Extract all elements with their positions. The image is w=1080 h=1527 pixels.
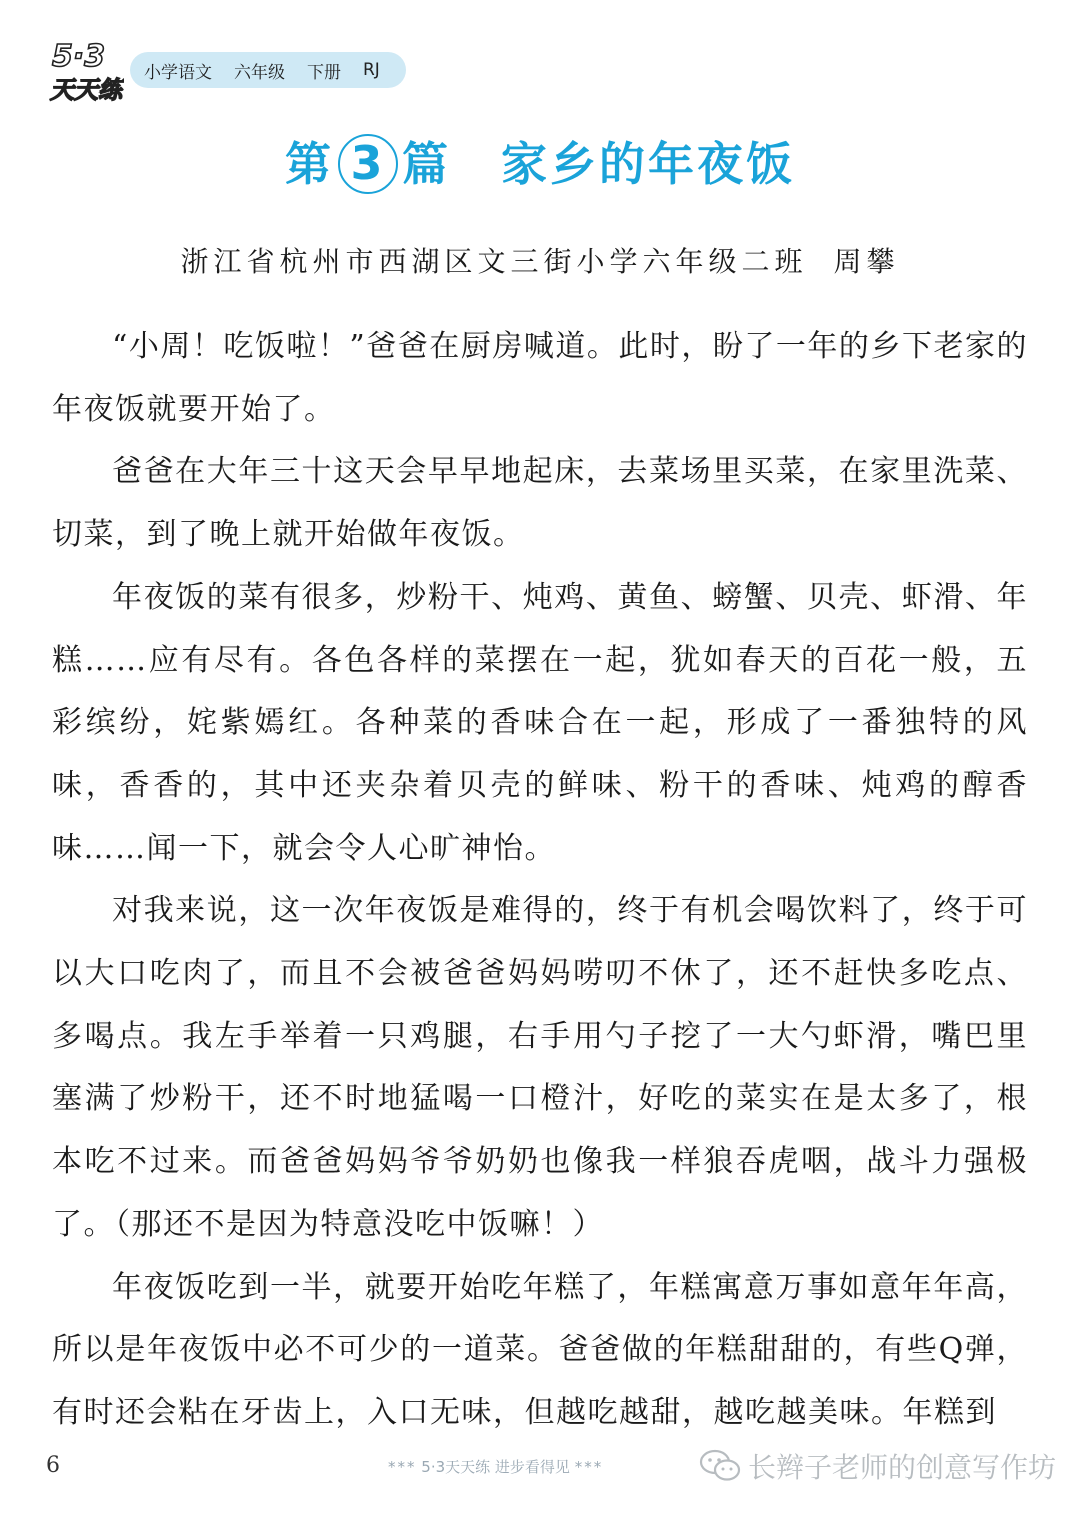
- paragraph: 对我来说，这一次年夜饭是难得的，终于有机会喝饮料了，终于可以大口吃肉了，而且不会被爸爸妈妈唠叨不休了，还不赶快多吃点、多喝点。我左手举着一只鸡腿，右手用勺子挖了一大勺虾滑，嘴巴里塞满了炒粉干，还不时地猛喝一口橙汁，好吃的菜实在是太多了，根本吃不过来。而爸爸妈妈爷爷奶奶也像我一样狼吞虎咽，战斗力强极了。（那还不是因为特意没吃中饭嘛！）: [52, 893, 1028, 1242]
- grade-label: 六年级: [234, 62, 285, 83]
- paragraph: 年夜饭的菜有很多，炒粉干、炖鸡、黄鱼、螃蟹、贝壳、虾滑、年糕……应有尽有。各色各样的菜摆在一起，犹如春天的百花一般，五彩缤纷，姹紫嫣红。各种菜的香味合在一起，形成了一番独特的风味，香香的，其中还夹杂着贝壳的鲜味、粉干的香味、炖鸡的醇香味……闻一下，就会令人心旷神怡。: [52, 579, 1028, 866]
- subject-label: 小学语文: [144, 62, 212, 83]
- essay-body: [52, 316, 1028, 1445]
- author-school: 浙江省杭州市西湖区文三街小学六年级二班: [180, 245, 808, 278]
- svg-text:5·3: 5·3: [52, 39, 106, 74]
- course-info-bar: [130, 52, 406, 88]
- title-prefix: 第: [285, 137, 334, 191]
- paragraph: “小周！吃饭啦！”爸爸在厨房喊道。此时，盼了一年的乡下老家的年夜饭就要开始了。: [52, 329, 1028, 427]
- page-number: 6: [46, 1453, 60, 1478]
- author-line: [0, 240, 1080, 280]
- title-name: 家乡的年夜饭: [501, 137, 795, 191]
- watermark: [698, 1444, 1056, 1488]
- volume-label: 下册: [307, 62, 341, 83]
- logo-53-tiantianlian: [46, 36, 124, 108]
- stars-right: ***: [574, 1458, 604, 1476]
- page-title: [0, 128, 1080, 198]
- stars-left: ***: [388, 1458, 417, 1476]
- slogan-text: 5·3天天练 进步看得见: [421, 1458, 570, 1476]
- paragraph: 爸爸在大年三十这天会早早地起床，去菜场里买菜，在家里洗菜、切菜，到了晚上就开始做年夜饭。: [52, 454, 1028, 553]
- watermark-text: 长辫子老师的创意写作坊: [748, 1451, 1057, 1484]
- paragraph: 年夜饭吃到一半，就要开始吃年糕了，年糕寓意万事如意年年高，所以是年夜饭中必不可少的一道菜。爸爸做的年糕甜甜的，有些Q弹，有时还会粘在牙齿上，入口无味，但越吃越甜，越吃越美味。年糕到: [52, 1269, 1028, 1430]
- author-name: 周攀: [833, 245, 900, 278]
- title-number-circle: 3: [338, 134, 398, 194]
- footer-slogan: [388, 1456, 603, 1477]
- wechat-icon: [698, 1448, 742, 1484]
- edition-label: RJ: [363, 60, 380, 80]
- title-suffix: 篇: [402, 137, 451, 191]
- svg-text:天天练: 天天练: [50, 76, 122, 104]
